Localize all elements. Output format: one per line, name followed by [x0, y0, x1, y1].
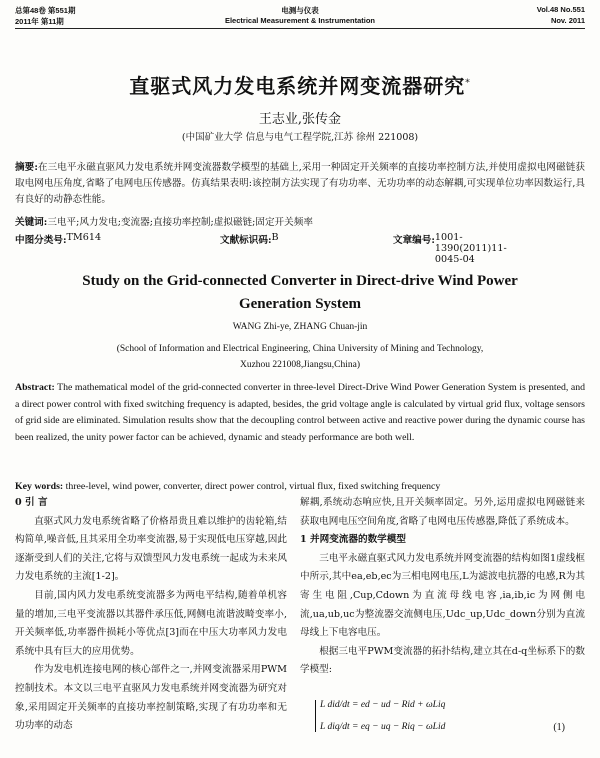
journal-name-cn: 电测与仪表 — [281, 6, 319, 15]
abstract-label: 摘要: — [15, 162, 38, 173]
doc-code: 文献标识码: B — [220, 232, 279, 246]
paragraph: 三电平永磁直驱式风力发电系统并网变流器的结构如图1虚线框中所示,其中ea,eb,ec为三相电网电压,L为滤波电抗器的电感,R为其寄生电阻,Cup,Cdown为直流母线电容,ia,ib,ic为网侧电流,ua,ub,uc为整流器交流侧电压,Udc_up,Udc_down分别为直流母线上下电容电压。 — [300, 552, 585, 639]
chinese-keywords — [15, 215, 585, 231]
equation-1 — [315, 700, 445, 732]
journal-volume-en: Vol.48 No.551 — [536, 5, 585, 14]
title-footnote-mark: * — [465, 78, 471, 89]
body-left-column — [15, 494, 287, 736]
header-rule — [15, 28, 585, 29]
paragraph: 解耦,系统动态响应快,且开关频率固定。另外,运用虚拟电网磁链来获取电网电压空间角度,省略了电网电压传感器,降低了系统成本。 — [300, 497, 585, 527]
body-right-column — [300, 494, 585, 680]
english-authors: WANG Zhi-ye, ZHANG Chuan-jin — [232, 322, 368, 332]
abstract-text: 在三电平永磁直驱风力发电系统并网变流器数学模型的基础上,采用一种固定开关频率的直接功率控制方法,并使用虚拟电网磁链获取电网电压角度,省略了电网电压传感器。仿真结果表明:该控制方法实现了有功功率、无功功率的动态解耦,可实现单位功率因数运行,具有良好的动静态性能。 — [15, 162, 585, 205]
paragraph: 目前,国内风力发电系统变流器多为两电平结构,随着单机容量的增加,三电平变流器以其器件承压低,网侧电流谐波畸变率小,开关频率低,功率器件损耗小等优点[3]而在中压大功率风力发电系统中具有巨大的应用优势。 — [15, 589, 287, 657]
english-title: Study on the Grid-connected Converter in Direct-drive Wind Power Generation System — [82, 273, 518, 312]
chinese-authors: 王志业,张传金 — [258, 112, 342, 127]
keywords-text: 三电平;风力发电;变流器;直接功率控制;虚拟磁链;固定开关频率 — [47, 217, 313, 228]
section-0-heading: 0 引 言 — [15, 497, 48, 508]
english-abstract — [15, 380, 585, 446]
chinese-abstract — [15, 160, 585, 208]
journal-date: Nov. 2011 — [550, 16, 585, 25]
equation-line: L did/dt = ed − ud − Rid + ωLiq — [320, 700, 446, 710]
en-abstract-label: Abstract: — [15, 382, 55, 393]
journal-year-issue: 2011年 第11期 — [15, 17, 64, 26]
article-number: 文章编号: 1001-1390(2011)11-0045-04 — [393, 232, 507, 265]
journal-volume-issue: 总第48卷 第551期 — [15, 6, 76, 15]
journal-name-en: Electrical Measurement & Instrumentation — [224, 16, 376, 25]
en-abstract-text: The mathematical model of the grid-connected converter in three-level Direct-Drive Wind Power Generation System is presented, and a direct power control with fixed switching frequency is adapted, besides, the grid voltage angle is calculated by virtual grid flux, voltage sensors of grid side are eliminated. Simulation results show that the decoupling control between active and reactive power during the dynamic course has been realized, the unity power factor can be achieved, dynamic and steady performance are both well. — [15, 382, 585, 443]
keywords-label: 关键词: — [15, 217, 48, 228]
paragraph: 根据三电平PWM变流器的拓扑结构,建立其在d-q坐标系下的数学模型: — [300, 645, 585, 676]
section-1-heading: 1 并网变流器的数学模型 — [300, 534, 406, 546]
clc-code: 中图分类号: TM614 — [15, 232, 102, 246]
equation-number: (1) — [553, 722, 565, 733]
chinese-title: 直驱式风力发电系统并网变流器研究* — [129, 74, 471, 98]
equation-line: L diq/dt = eq − uq − Riq − ωLid — [320, 722, 446, 732]
en-keywords-label: Key words: — [15, 481, 64, 492]
english-affiliation: (School of Information and Electrical Engineering, China University of Mining and Technology, Xuzhou 221008,Jiangsu,China) — [116, 344, 484, 370]
en-keywords-text: three-level, wind power, converter, direct power control, virtual flux, fixed switching frequency — [65, 481, 441, 492]
chinese-affiliation: (中国矿业大学 信息与电气工程学院,江苏 徐州 221008) — [181, 132, 419, 143]
paragraph: 直驱式风力发电系统省略了价格昂贵且难以维护的齿轮箱,结构简单,噪音低,且其采用全功率变流器,易于实现低电压穿越,因此逐渐受到人们的关注,它将与双馈型风力发电系统一起成为未来风力发电系统的主流[1-2]。 — [15, 515, 287, 583]
paragraph: 作为发电机连接电网的核心部件之一,并网变流器采用PWM控制技术。本文以三电平直驱风力发电系统并网变流器为研究对象,采用固定开关频率的直接功率控制策略,实现了有功功率和无功功率的动态 — [15, 664, 287, 732]
